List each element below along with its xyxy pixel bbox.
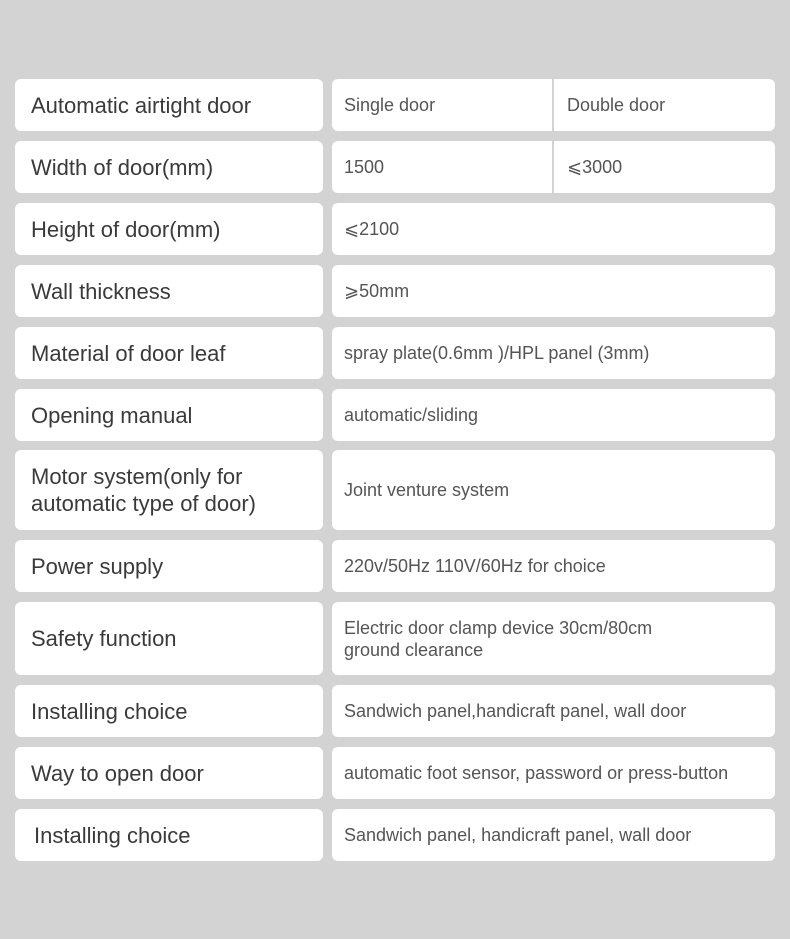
spec-row-installing bbox=[15, 685, 775, 737]
spec-label: Opening manual bbox=[15, 389, 323, 441]
spec-label: Automatic airtight door bbox=[15, 79, 323, 131]
spec-row-width bbox=[15, 141, 775, 193]
spec-value: Sandwich panel, handicraft panel, wall door bbox=[332, 809, 775, 861]
spec-value: ⩽2100 bbox=[332, 203, 775, 255]
spec-value: automatic foot sensor, password or press-button bbox=[332, 747, 775, 799]
spec-value: ⩾50mm bbox=[332, 265, 775, 317]
spec-label: Width of door(mm) bbox=[15, 141, 323, 193]
spec-value: automatic/sliding bbox=[332, 389, 775, 441]
spec-row-open-way bbox=[15, 747, 775, 799]
spec-row-installing-2 bbox=[15, 809, 775, 861]
spec-row-height bbox=[15, 203, 775, 255]
spec-label: Power supply bbox=[15, 540, 323, 592]
spec-value: Sandwich panel,handicraft panel, wall door bbox=[332, 685, 775, 737]
spec-row-motor bbox=[15, 450, 775, 530]
spec-label: Material of door leaf bbox=[15, 327, 323, 379]
spec-row-opening bbox=[15, 389, 775, 441]
spec-value: Joint venture system bbox=[332, 450, 775, 530]
spec-label: Installing choice bbox=[15, 809, 323, 861]
spec-row-wall-thickness bbox=[15, 265, 775, 317]
spec-value bbox=[332, 79, 775, 131]
spec-value-single-width: 1500 bbox=[344, 157, 385, 177]
spec-row-power bbox=[15, 540, 775, 592]
spec-label-line: Motor system(only for bbox=[31, 464, 243, 489]
spec-label: Wall thickness bbox=[15, 265, 323, 317]
spec-row-material bbox=[15, 327, 775, 379]
spec-value-line: Electric door clamp device 30cm/80cm bbox=[344, 617, 653, 638]
spec-value-double-door: Double door bbox=[552, 79, 775, 131]
spec-value-double-width: ⩽3000 bbox=[552, 141, 775, 193]
spec-value bbox=[332, 141, 775, 193]
spec-label: Way to open door bbox=[15, 747, 323, 799]
spec-row-door-type bbox=[15, 79, 775, 131]
spec-label bbox=[15, 450, 323, 530]
spec-value bbox=[332, 602, 775, 675]
spec-label: Height of door(mm) bbox=[15, 203, 323, 255]
spec-label: Safety function bbox=[15, 602, 323, 675]
spec-value-line: ground clearance bbox=[344, 639, 484, 660]
spec-value: 220v/50Hz 110V/60Hz for choice bbox=[332, 540, 775, 592]
spec-value-single-door: Single door bbox=[344, 95, 436, 115]
spec-row-safety bbox=[15, 602, 775, 675]
spec-label: Installing choice bbox=[15, 685, 323, 737]
spec-value: spray plate(0.6mm )/HPL panel (3mm) bbox=[332, 327, 775, 379]
spec-label-line: automatic type of door) bbox=[31, 491, 257, 516]
